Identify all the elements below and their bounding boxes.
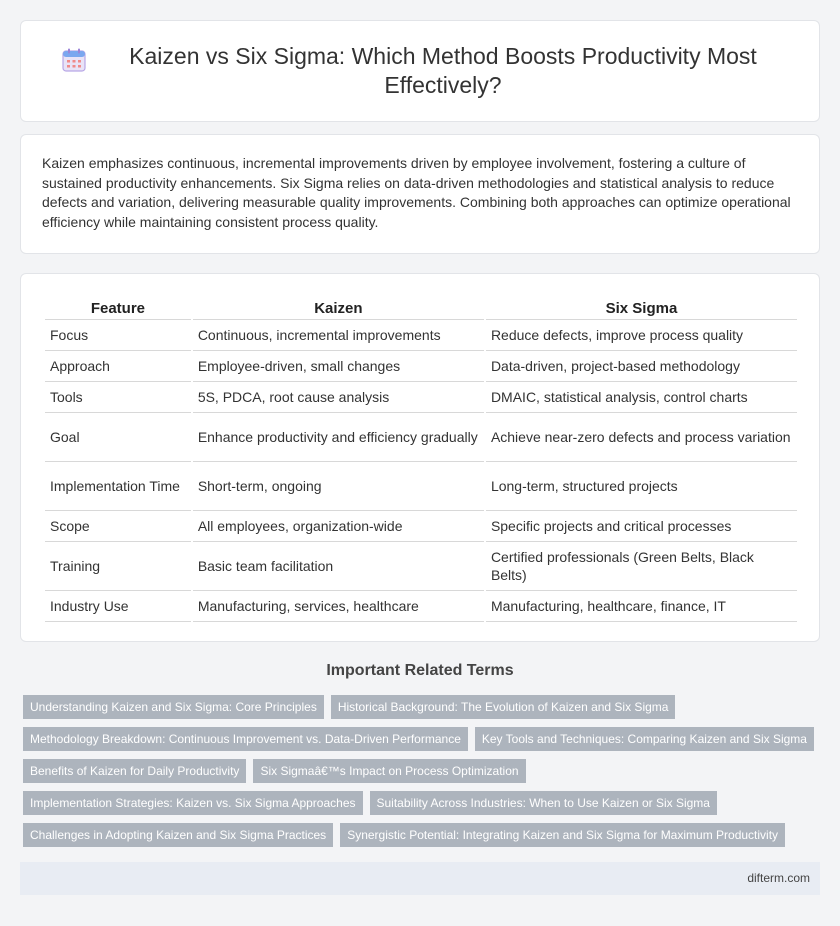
- table-row: [45, 320, 797, 351]
- related-term-tag[interactable]: Six Sigmaâ€™s Impact on Process Optimization: [253, 759, 525, 783]
- table-row: [45, 351, 797, 382]
- related-term-tag[interactable]: Historical Background: The Evolution of Kaizen and Six Sigma: [331, 695, 676, 719]
- kaizen-cell: Basic team facilitation: [193, 542, 484, 591]
- feature-cell: Scope: [45, 511, 191, 542]
- header-card: [20, 20, 820, 122]
- table-row: [45, 382, 797, 413]
- related-term-tag[interactable]: Key Tools and Techniques: Comparing Kaizen and Six Sigma: [475, 727, 814, 751]
- intro-card: [20, 134, 820, 254]
- related-term-tag[interactable]: Benefits of Kaizen for Daily Productivity: [23, 759, 246, 783]
- six-sigma-cell: Specific projects and critical processes: [486, 511, 797, 542]
- tag-row: [23, 759, 823, 783]
- six-sigma-cell: Long-term, structured projects: [486, 462, 797, 511]
- kaizen-cell: Manufacturing, services, healthcare: [193, 591, 484, 622]
- kaizen-cell: Short-term, ongoing: [193, 462, 484, 511]
- footer: [20, 862, 820, 895]
- kaizen-cell: All employees, organization-wide: [193, 511, 484, 542]
- table-row: [45, 413, 797, 462]
- related-term-tag[interactable]: Implementation Strategies: Kaizen vs. Six Sigma Approaches: [23, 791, 363, 815]
- related-term-tag[interactable]: Methodology Breakdown: Continuous Improvement vs. Data-Driven Performance: [23, 727, 468, 751]
- feature-cell: Training: [45, 542, 191, 591]
- table-row: [45, 511, 797, 542]
- feature-cell: Tools: [45, 382, 191, 413]
- tag-row: [23, 823, 823, 847]
- related-terms-list: [23, 695, 823, 855]
- related-term-tag[interactable]: Suitability Across Industries: When to Use Kaizen or Six Sigma: [370, 791, 717, 815]
- intro-paragraph: Kaizen emphasizes continuous, incremental improvements driven by employee involvement, fostering a culture of sustained productivity enhancements. Six Sigma relies on data-driven methodologies and statistical analysis to reduce defects and variation, delivering measurable quality improvements. Combining both approaches can optimize operational efficiency while maintaining consistent process quality.: [42, 155, 791, 230]
- feature-cell: Implementation Time: [45, 462, 191, 511]
- table-header-row: [45, 294, 797, 320]
- related-term-tag[interactable]: Synergistic Potential: Integrating Kaizen and Six Sigma for Maximum Productivity: [340, 823, 785, 847]
- related-terms-title: Important Related Terms: [326, 662, 514, 679]
- six-sigma-cell: Reduce defects, improve process quality: [486, 320, 797, 351]
- calendar-icon: [61, 47, 87, 73]
- six-sigma-cell: Achieve near-zero defects and process variation: [486, 413, 797, 462]
- header-kaizen: Kaizen: [193, 294, 484, 320]
- table-row: [45, 542, 797, 591]
- feature-cell: Approach: [45, 351, 191, 382]
- six-sigma-cell: Certified professionals (Green Belts, Black Belts): [486, 542, 797, 591]
- table-row: [45, 591, 797, 622]
- feature-cell: Goal: [45, 413, 191, 462]
- table-row: [45, 462, 797, 511]
- kaizen-cell: Enhance productivity and efficiency gradually: [193, 413, 484, 462]
- comparison-card: [20, 273, 820, 642]
- tag-row: [23, 727, 823, 751]
- kaizen-cell: Continuous, incremental improvements: [193, 320, 484, 351]
- six-sigma-cell: Data-driven, project-based methodology: [486, 351, 797, 382]
- page-title: Kaizen vs Six Sigma: Which Method Boosts Productivity Most Effectively?: [129, 43, 757, 98]
- feature-cell: Focus: [45, 320, 191, 351]
- feature-cell: Industry Use: [45, 591, 191, 622]
- six-sigma-cell: Manufacturing, healthcare, finance, IT: [486, 591, 797, 622]
- kaizen-cell: 5S, PDCA, root cause analysis: [193, 382, 484, 413]
- kaizen-cell: Employee-driven, small changes: [193, 351, 484, 382]
- tag-row: [23, 695, 823, 719]
- tag-row: [23, 791, 823, 815]
- six-sigma-cell: DMAIC, statistical analysis, control charts: [486, 382, 797, 413]
- related-term-tag[interactable]: Understanding Kaizen and Six Sigma: Core Principles: [23, 695, 324, 719]
- header-six-sigma: Six Sigma: [486, 294, 797, 320]
- footer-brand: difterm.com: [747, 871, 810, 885]
- related-term-tag[interactable]: Challenges in Adopting Kaizen and Six Sigma Practices: [23, 823, 333, 847]
- header-feature: Feature: [45, 294, 191, 320]
- comparison-table: [43, 294, 799, 622]
